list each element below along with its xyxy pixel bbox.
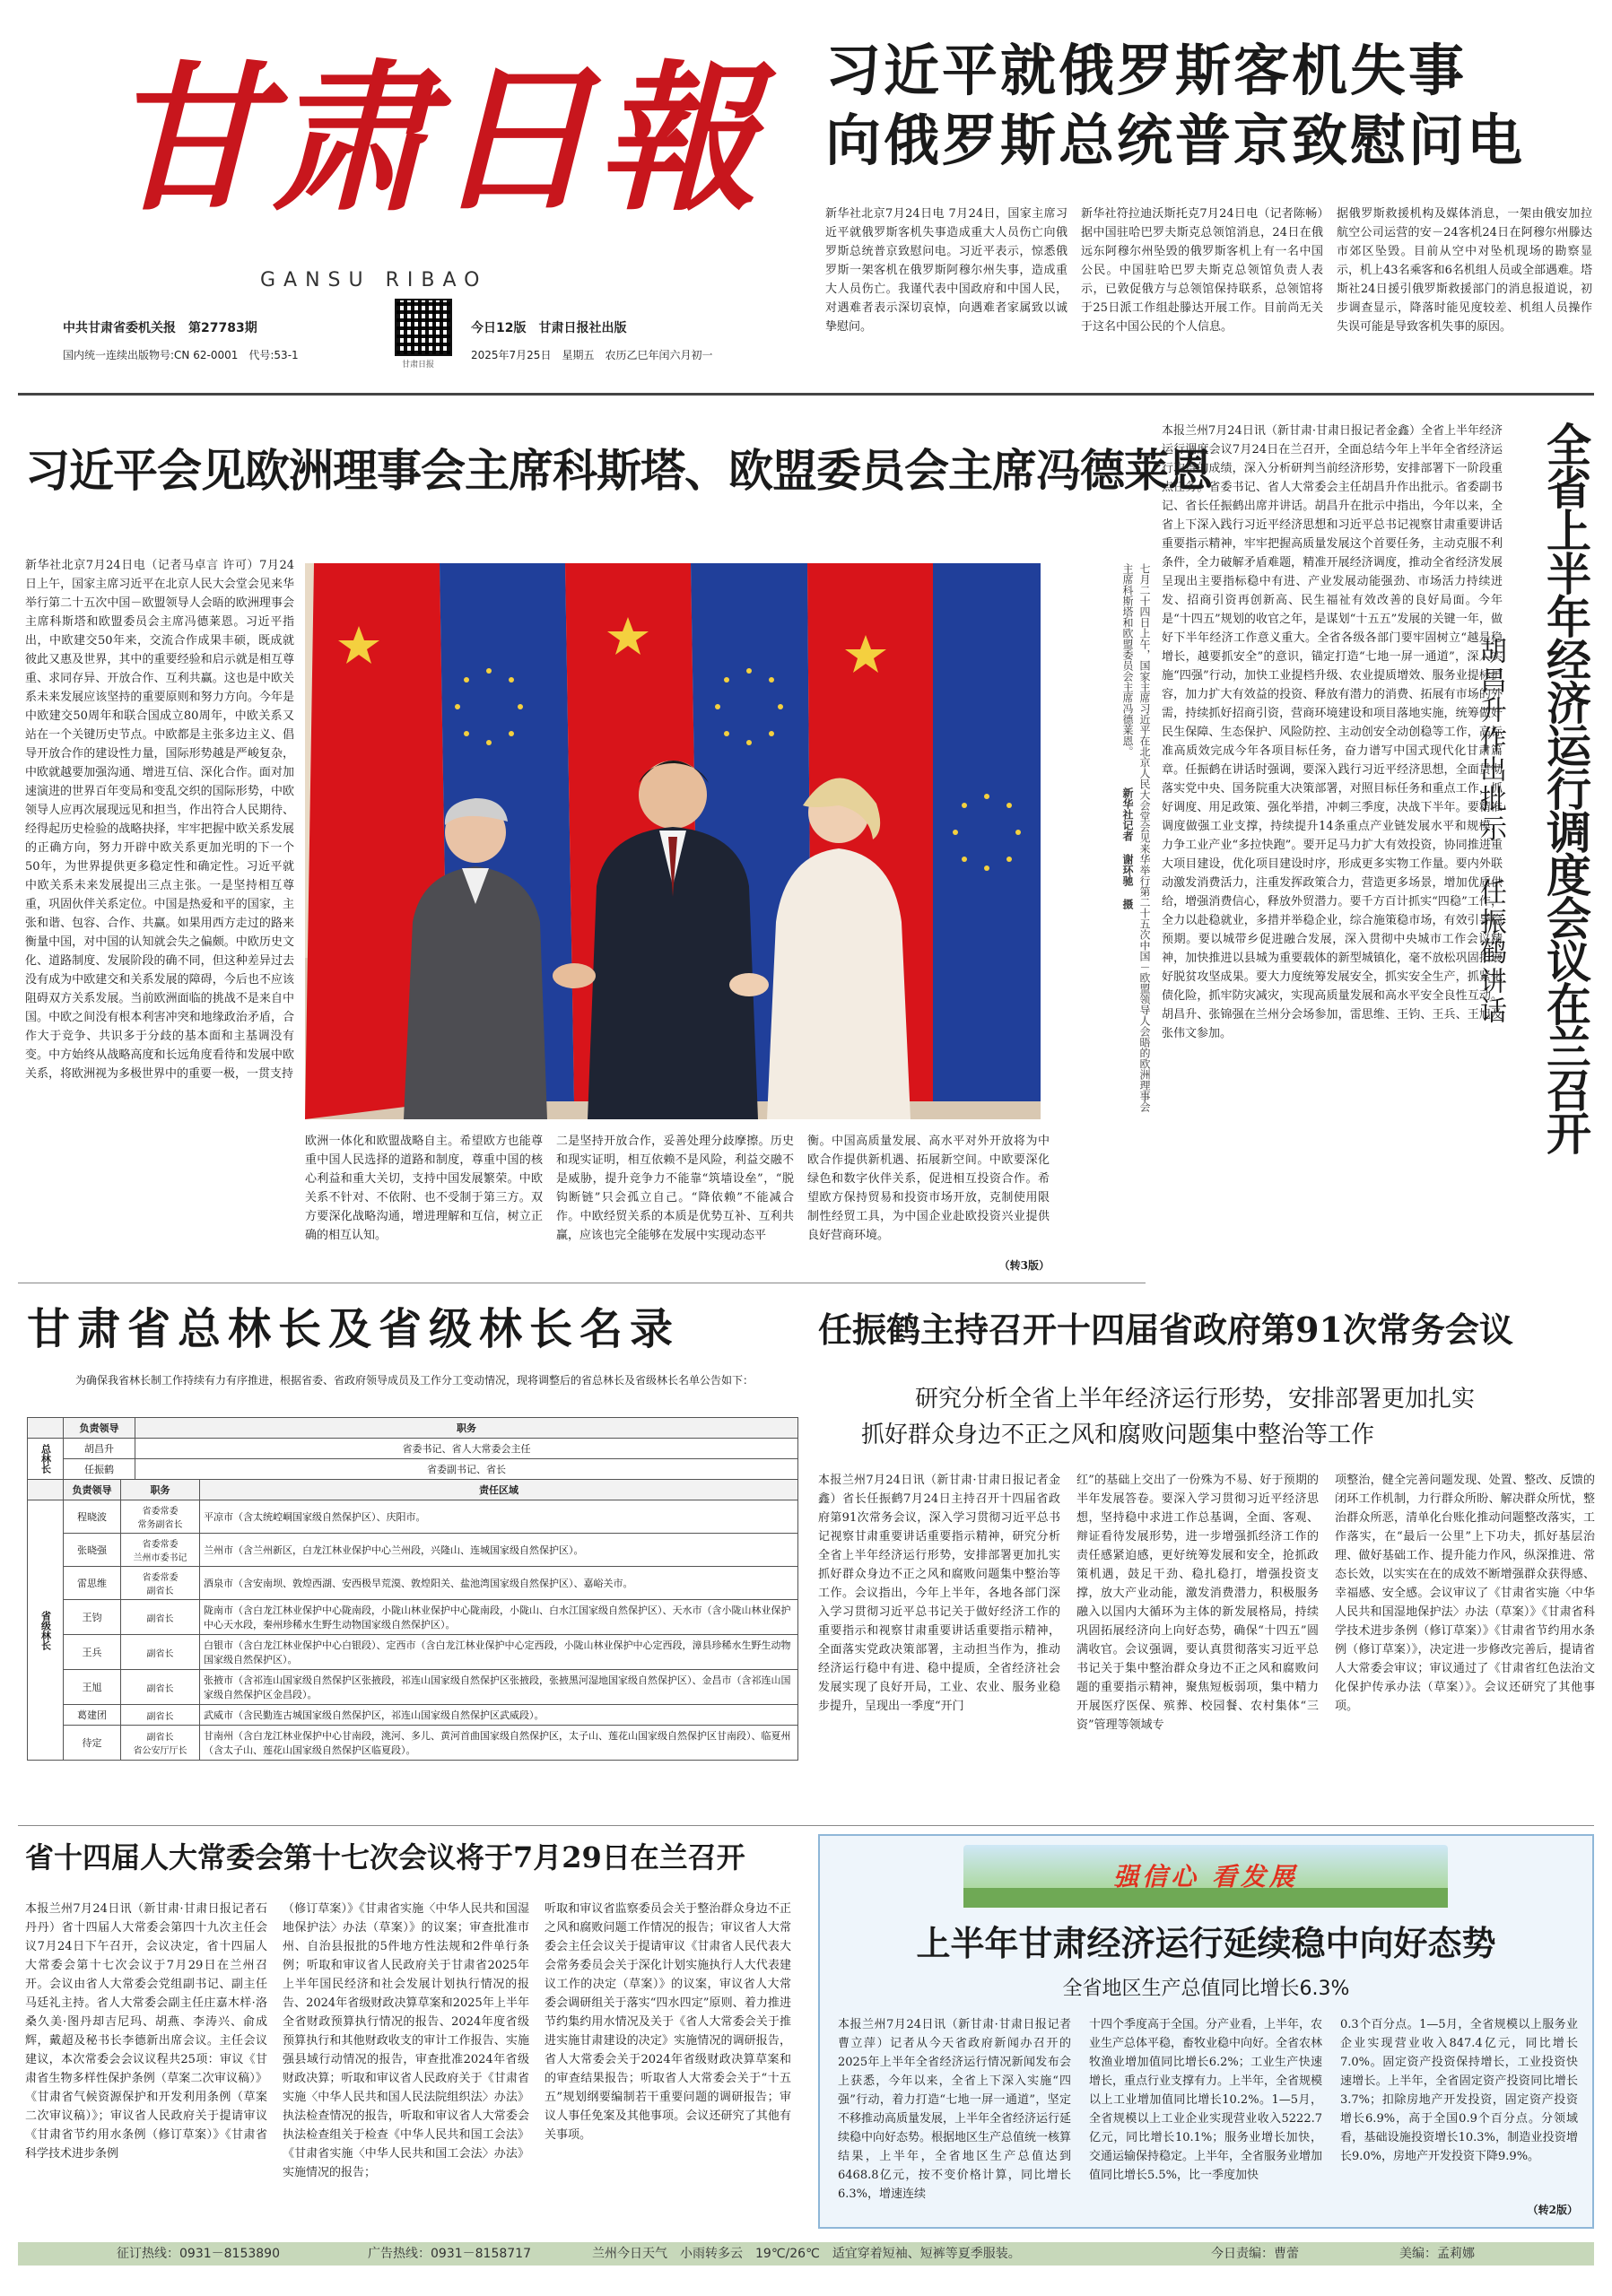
standing-col3: 项整治，健全完善问题发现、处置、整改、反馈的闭环工作机制，力行群众所盼、解决群众所忧，整治群众所恶，清单化台账化推动问题整改落实，工作落实，在“最后一公里”上下功夫，抓好基层治理、做好基础工作、提升能力作风，纵深推进、常态长效，以实实在在的成效不断增强群众获得感、幸福感、安全感。会议审议了《甘肃省实施〈中华人民共和国湿地保护法〉办法（草案）》《甘肃省科学技术进步条例（修订草案）》《甘肃省节约用水条例（修订草案）》，决定进一步修改完善后，提请省人大常委会审议；审议通过了《甘肃省红色法治文化保护传承办法（草案）》。会议还研究了其他事项。	[1335, 1474, 1595, 1713]
forest-chief-title: 省委副书记、省长	[135, 1459, 798, 1480]
forest-chief-name: 胡昌升	[64, 1439, 135, 1459]
forest-lead-area: 白银市（含白龙江林业保护中心白银段）、定西市（含白龙江林业保护中心定西段，小陇山林业保护中心定西段，漳县珍稀水生野生动物国家级自然保护区）。	[200, 1635, 798, 1670]
forest-row	[28, 1500, 798, 1534]
footer-bar	[18, 2242, 1594, 2266]
forest-chiefs-table	[27, 1417, 798, 1480]
masthead-issue: 第27783期	[188, 321, 257, 335]
npc-headline: 省十四届人大常委会第十七次会议将于7月29日在兰召开	[25, 1840, 745, 1874]
economy-banner-text: 强信心 看发展	[1113, 1862, 1298, 1892]
standing-col1: 本报兰州7月24日讯（新甘肃·甘肃日报记者金鑫）省长任振鹤7月24日主持召开十四届省政府第91次常务会议，深入学习贯彻习近平总书记视察甘肃重要讲话重要指示精神，研究分析全省上半年经济运行形势，安排部署更加扎实抓好群众身边不正之风和腐败问题集中整治等工作。会议指出，今年上半年，各地各部门深入学习贯彻习近平总书记关于做好经济工作的重要指示和视察甘肃重要讲话重要指示精神，全面落实党政决策部署，主动担当作为，推动经济运行稳中有进、稳中提质，全省经济社会发展实现了良好开局，工业、农业、服务业稳步提升，呈现出一季度“开门	[818, 1474, 1060, 1713]
forest-lead-head-1: 负责领导	[64, 1480, 121, 1500]
section-divider-2	[18, 1825, 1594, 1826]
standing-sub2: 抓好群众身边不正之风和腐败问题集中整治等工作	[861, 1422, 1375, 1448]
forest-table	[27, 1417, 798, 1761]
economy-box-col3: 0.3个百分点。1—5月，全省规模以上服务业企业实现营业收入847.4亿元，同比增长7.0%。固定资产投资保持增长，工业投资快速增长。上半年，全省固定资产投资同比增长3.7%；扣除房地产开发投资，固定资产投资增长6.9%，高于全国0.9个百分点。分领域看，基础设施投资增长10.3%，制造业投资增长9.0%，房地产开发投资下降9.9%。	[1340, 2018, 1578, 2163]
meeting-photo-illustration	[305, 563, 1041, 1119]
forest-lead-title: 副省长	[121, 1600, 200, 1635]
forest-lead-area: 陇南市（含白龙江林业保护中心陇南段，小陇山林业保护中心陇南段，小陇山、白水江国家级自然保护区）、天水市（含小陇山林业保护中心天水段，秦州珍稀水生野生动物国家级自然保护区）。	[200, 1600, 798, 1635]
footer-editor: 今日责编：曹蕾	[1211, 2247, 1299, 2261]
forest-lead-area: 武威市（含民勤连古城国家级自然保护区，祁连山国家级自然保护区武威段）。	[200, 1705, 798, 1726]
footer-weather: 兰州今日天气 小雨转多云 19℃/26℃ 适宜穿着短袖、短裤等夏季服装。	[592, 2247, 1021, 2261]
newspaper-pinyin: GANSU RIBAO	[260, 269, 488, 291]
forest-leads-table	[27, 1479, 798, 1761]
forest-rows	[28, 1500, 798, 1761]
forest-lead-name: 待定	[64, 1726, 121, 1761]
top-story-col2: 新华社符拉迪沃斯托克7月24日电（记者陈畅）据中国驻哈巴罗夫斯克总领馆消息，24日在俄远东阿穆尔州坠毁的俄罗斯客机上有一名中国公民。中国驻哈巴罗夫斯克总领馆负责人表示，已敦促俄方与总领馆保持联系，总领馆将于25日派工作组赴滕达开展工作。目前尚无关于这名中国公民的个人信息。	[1081, 207, 1323, 334]
forest-row	[28, 1534, 798, 1567]
top-story-col1: 新华社北京7月24日电 7月24日，国家主席习近平就俄罗斯客机失事造成重大人员伤亡向俄罗斯总统普京致慰问电。习近平表示，惊悉俄罗斯一架客机在俄罗斯阿穆尔州失事，造成重大人员伤亡。我谨代表中国政府和中国人民，对遇难者表示深切哀悼，向遇难者家属致以诚挚慰问。	[825, 207, 1067, 334]
forest-headline: 甘肃省总林长及省级林长名录	[27, 1304, 681, 1354]
npc-col1: 本报兰州7月24日讯（新甘肃·甘肃日报记者石丹丹）省十四届人大常委会第四十九次主任会议7月24日下午召开，会议决定，省十四届人大常委会第十七次会议于7月29日在兰州召开。会议由省人大常委会党组副书记、副主任马廷礼主持。省人大常委会副主任庄嘉木样·洛桑久美·图丹却吉尼玛、胡燕、李涛兴、俞成辉，戴超及秘书长李德新出席会议。主任会议建议，本次常委会会议议程共25项：审议《甘肃省生物多样性保护条例（草案二次审议稿）》《甘肃省气候资源保护和开发利用条例（草案二次审议稿）》；审议省人民政府关于提请审议《甘肃省节约用水条例（修订草案）》《甘肃省科学技术进步条例	[25, 1902, 267, 2161]
forest-lead-title: 省委常委 副省长	[121, 1567, 200, 1600]
economy-box-col1: 本报兰州7月24日讯（新甘肃·甘肃日报记者曹立萍）记者从今天省政府新闻办召开的2025年上半年全省经济运行情况新闻发布会上获悉，今年以来，全省上下深入实施“四强”行动，着力打造“七地一屏一通道”，坚定不移推动高质量发展，上半年全省经济运行延续稳中向好态势。根据地区生产总值统一核算结果，上半年，全省地区生产总值达到6468.8亿元，按不变价格计算，同比增长6.3%，增速连续	[838, 2018, 1071, 2201]
forest-chief-head-0	[28, 1418, 64, 1439]
meeting-col2: 欧洲一体化和欧盟战略自主。希望欧方也能尊重中国人民选择的道路和制度，尊重中国的核心利益和重大关切，支持中国发展繁荣。中欧关系不针对、不依附、也不受制于第三方。双方要深化战略沟通，增进理解和互信，树立正确的相互认知。	[305, 1135, 543, 1242]
standing-headline: 任振鹤主持召开十四届省政府第91次常务会议	[818, 1309, 1513, 1350]
economy-box	[818, 1834, 1594, 2229]
meeting-col4: 衡。中国高质量发展、高水平对外开放将为中欧合作提供新机遇、拓展新空间。中欧要深化绿色和数字伙伴关系，促进相互投资合作。希望欧方保持贸易和投资市场开放，克制使用限制性经贸工具，为中国企业赴欧投资兴业提供良好营商环境。	[807, 1135, 1050, 1242]
forest-lead-name: 王旭	[64, 1670, 121, 1705]
masthead-weekday: 星期五	[562, 349, 595, 361]
meeting-col4-wrap	[807, 1132, 1050, 1275]
meeting-col1: 新华社北京7月24日电（记者马卓言 许可）7月24日上午，国家主席习近平在北京人民大会堂会见来华举行第二十五次中国－欧盟领导人会晤的欧洲理事会主席科斯塔和欧盟委员会主席冯德莱恩。习近平指出，中欧建交50年来，交流合作成果丰硕，既成就彼此又惠及世界，其中的重要经验和启示就是相互尊重、求同存异、开放合作、互利共赢。这也是中欧关系未来发展应该坚持的重要原则和努力方向。今年是中欧建交50周年和联合国成立80周年，中欧关系又站在一个关键历史节点。中欧都是主张多边主义、倡导开放合作的建设性力量，国际形势越是严峻复杂，中欧就越要加强沟通、增进互信、深化合作。面对加速演进的世界百年变局和变乱交织的国际形势，中欧领导人应再次展现远见和担当，作出符合人民期待、经得起历史检验的战略抉择，牢牢把握中欧关系发展的正确方向，努力开辟中欧关系更加光明的下一个50年，为世界提供更多稳定性和确定性。习近平就中欧关系未来发展提出三点主张。一是坚持相互尊重，巩固伙伴关系定位。中国是热爱和平的国家，主张和谐、包容、合作、共赢。如果用西方走过的路来衡量中国，对中国的认知就会失之偏颇。中欧历史文化、道路制度、发展阶段的确不同，但这种差异过去没有成为中欧建交和关系发展的障碍，今后也不应该阻碍双方关系发展。当前欧洲面临的挑战不是来自中国。中欧之间没有根本利害冲突和地缘政治矛盾，合作大于竞争、共识多于分歧的基本面和主基调没有变。中方始终从战略高度和长远角度看待和发展中欧关系，将欧洲视为多极世界中的重要一极，一贯支持	[25, 559, 294, 1081]
meeting-caption-text: 七月二十四日上午，国家主席习近平在北京人民大会堂会见来华举行第二十五次中国－欧盟领导人会晤的欧洲理事会主席科斯塔和欧盟委员会主席冯德莱恩。	[1121, 563, 1151, 1112]
economy-box-col2: 十四个季度高于全国。分产业看，上半年，农业生产总体平稳，畜牧业稳中向好。全省农林牧渔业增加值同比增长6.2%；工业生产快速增长，重点行业支撑有力。上半年，全省规模以上工业增加值同比增长10.2%。1—5月，全省规模以上工业企业实现营业收入5222.7亿元，同比增长10.1%；服务业增长加快，交通运输保持稳定。上半年，全省服务业增加值同比增长5.5%，比一季度加快	[1089, 2018, 1322, 2182]
forest-chief-head-2: 职务	[135, 1418, 798, 1439]
forest-row	[28, 1635, 798, 1670]
top-headline-line2: 向俄罗斯总统普京致慰问电	[825, 108, 1526, 173]
newspaper-logo: 甘肃日報	[108, 45, 761, 232]
qr-caption: 甘肃日报	[402, 361, 435, 370]
forest-lead-area: 兰州市（含兰州新区，白龙江林业保护中心兰州段，兴隆山、连城国家级自然保护区）。	[200, 1534, 798, 1567]
forest-chiefs-group: 总林长	[28, 1439, 64, 1480]
forest-row	[28, 1670, 798, 1705]
forest-lead-name: 程晓波	[64, 1500, 121, 1534]
standing-col2: 红”的基础上交出了一份殊为不易、好于预期的半年发展答卷。要深入学习贯彻习近平经济思想，坚持稳中求进工作总基调，全面、客观、辩证看待发展形势，进一步增强抓经济工作的责任感紧迫感，更好统筹发展和安全，抢抓政策机遇，鼓足干劲、稳扎稳打，增强投资支撑，放大产业动能，激发消费潜力，积极服务融入以国内大循环为主体的新发展格局，持续巩固拓展经济向上向好态势，确保“十四五”圆满收官。会议强调，要认真贯彻落实习近平总书记关于集中整治群众身边不正之风和腐败问题的重要指示精神，聚焦短板弱项，集中精力开展医疗医保、殡葬、校园餐、农村集体“三资”管理等领域专	[1076, 1474, 1319, 1732]
forest-lead-title: 副省长	[121, 1635, 200, 1670]
top-story-col3: 据俄罗斯救援机构及媒体消息，一架由俄安加拉航空公司运营的安－24客机24日在阿穆尔州滕达市郊区坠毁。目前从空中对坠机现场的勘察显示，机上43名乘客和6名机组人员或全部遇难。塔斯社24日援引俄罗斯救援部门的消息报道说，初步调查显示，降落时能见度较差、机组人员操作失误可能是导致客机失事的原因。	[1337, 207, 1592, 334]
masthead-lunar: 农历乙巳年闰六月初一	[605, 349, 713, 361]
forest-row	[28, 1726, 798, 1761]
meeting-photo	[305, 563, 1041, 1119]
qr-code[interactable]	[395, 299, 452, 356]
economy-box-headline: 上半年甘肃经济运行延续稳中向好态势	[916, 1923, 1496, 1963]
masthead-cn: 国内统一连续出版物号:CN 62-0001	[63, 349, 239, 361]
forest-lead-area: 甘南州（含白龙江林业保护中心甘南段，洮河、多儿、黄河首曲国家级自然保护区，太子山、莲花山国家级自然保护区甘南段）、临夏州（含太子山、莲花山国家级自然保护区临夏段）。	[200, 1726, 798, 1761]
economy-banner	[963, 1845, 1448, 1908]
meeting-headline: 习近平会见欧洲理事会主席科斯塔、欧盟委员会主席冯德莱恩	[25, 445, 1212, 497]
economy-box-sub: 全省地区生产总值同比增长6.3%	[1062, 1978, 1350, 2000]
forest-lead-title: 副省长	[121, 1670, 200, 1705]
forest-lead-area: 平凉市（含太统崆峒国家级自然保护区）、庆阳市。	[200, 1500, 798, 1534]
npc-col2: （修订草案）》《甘肃省实施〈中华人民共和国湿地保护法〉办法（草案）》的议案；审查批准市州、自治县报批的5件地方性法规和2件单行条例；听取和审议省人民政府关于甘肃省2025年上半年国民经济和社会发展计划执行情况的报告、2024年省级财政决算草案和2025年上半年全省财政预算执行情况的报告、2024年度省级预算执行和其他财政收支的审计工作报告、实施强县域行动情况的报告，审查批准2024年省级财政决算；听取和审议省人民政府关于《甘肃省实施〈中华人民共和国人民法院组织法〉办法》执法检查情况的报告，听取和审议省人大常委会执法检查组关于检查《中华人民共和国工会法》《甘肃省实施〈中华人民共和国工会法〉办法》实施情况的报告；	[283, 1902, 529, 2179]
top-headline	[825, 36, 1597, 176]
economy-box-col3-wrap	[1340, 2015, 1578, 2222]
forest-lead-title: 省委常委 兰州市委书记	[121, 1534, 200, 1567]
economy-box-continue[interactable]: （转2版）	[1527, 2204, 1578, 2216]
meeting-photo-credit: 新华社记者 谢环驰 摄	[1121, 787, 1134, 909]
meeting-photo-caption	[1050, 563, 1153, 1119]
masthead-org: 中共甘肃省委机关报	[63, 321, 176, 335]
economy-meeting-headline: 全省上半年经济运行调度会议在兰召开	[1539, 422, 1591, 1153]
footer-designer: 美编：孟莉娜	[1399, 2247, 1475, 2261]
forest-lead-area: 酒泉市（含安南坝、敦煌西湖、安西极旱荒漠、敦煌阳关、盐池湾国家级自然保护区）、嘉峪关市。	[200, 1567, 798, 1600]
economy-meeting-text: 本报兰州7月24日讯（新甘肃·甘肃日报记者金鑫）全省上半年经济运行调度会议7月24日在兰召开，全面总结今年上半年全省经济运行取得的成绩，深入分析研判当前经济形势，安排部署下一阶段重点任务。省委书记、省人大常委会主任胡昌升作出批示。省委副书记、省长任振鹤出席并讲话。胡昌升在批示中指出，今年以来，全省上下深入践行习近平经济思想和习近平总书记视察甘肃重要讲话重要指示精神，牢牢把握高质量发展这个首要任务，主动克服不利条件，全力破解矛盾难题，精准开展经济调度，推动全省经济发展呈现出主要指标稳中有进、产业发展动能强劲、市场活力持续迸发、招商引资再创新高、民生福祉有效改善的良好局面。今年是“十四五”规划的收官之年，是谋划“十五五”发展的关键一年，做好下半年经济工作意义重大。全省各级各部门要牢固树立“越是稳增长，越要抓安全”的意识，锚定打造“七地一屏一通道”，深入实施“四强”行动，加快工业提档升级、农业提质增效、服务业提标扩容，加力扩大有效益的投资、释放有潜力的消费、拓展有市场的外需，持续抓好招商引资，营商环境建设和项目落地实施，统筹做好民生保障、生态保护、风险防控、主动创安全动创稳等工作，高标准高质效完成今年各项目标任务，奋力谱写中国式现代化甘肃篇章。任振鹤在讲话时强调，要深入践行习近平经济思想，全面贯彻落实党中央、国务院重大决策部署，对照目标任务和重点工作，抓好调度、用足政策、强化举措，冲刺三季度，决战下半年。要精准调度做强工业支撑，持续提升14条重点产业链发展水平和规模，力争工业产业“多拉快跑”。要开足马力扩大有效投资，协同推进重大项目建设，优化项目建设时序，形成更多实物工作量。要内外联动激发消费活力，注重发挥政策合力，营造更多场景，增加优质供给，增强消费信心，释放外贸潜力。要千方百计抓实“四稳”工作，全力以赴稳就业，多措并举稳企业，综合施策稳市场，有效引导稳预期。要以城带乡促进融合发展，深入贯彻中央城市工作会议精神，加快推进以县城为重要载体的新型城镇化，毫不放松巩固拓展好脱贫攻坚成果。要大力度统筹发展安全，抓实安全生产，抓紧化债化险，抓牢防灾减灾，实现高质量发展和高水平安全良性互动。胡昌升、张锦强在兰州分会场参加，雷思维、王钧、王兵、王旭及张伟文参加。	[1162, 424, 1503, 1040]
forest-lead-head-3: 责任区域	[200, 1480, 798, 1500]
forest-row	[28, 1600, 798, 1635]
masthead	[54, 27, 807, 395]
forest-lead-area: 张掖市（含祁连山国家级自然保护区张掖段，祁连山国家级自然保护区张掖段，张掖黑河湿地国家级自然保护区）、金昌市（含祁连山国家级自然保护区金昌段）。	[200, 1670, 798, 1705]
economy-meeting-sub: 胡昌升作出批示 任振鹤讲话	[1475, 637, 1506, 1026]
forest-lead-title: 副省长 省公安厅厅长	[121, 1726, 200, 1761]
top-headline-line1: 习近平就俄罗斯客机失事	[825, 38, 1468, 103]
forest-row	[28, 1705, 798, 1726]
masthead-code: 代号:53-1	[248, 349, 299, 361]
forest-lead-head-2: 职务	[121, 1480, 200, 1500]
forest-chief-head-1: 负责领导	[64, 1418, 135, 1439]
masthead-pages: 今日12版	[471, 321, 527, 335]
forest-lead-name: 张晓强	[64, 1534, 121, 1567]
forest-group: 省级林长	[28, 1500, 64, 1761]
forest-chief-title: 省委书记、省人大常委会主任	[135, 1439, 798, 1459]
masthead-divider	[18, 393, 1594, 396]
standing-sub	[861, 1381, 1579, 1453]
forest-lead-title: 副省长	[121, 1705, 200, 1726]
forest-row	[28, 1567, 798, 1600]
forest-lead-title: 省委常委 常务副省长	[121, 1500, 200, 1534]
forest-chief-name: 任振鹤	[64, 1459, 135, 1480]
forest-intro: 为确保我省林长制工作持续有力有序推进，根据省委、省政府领导成员及工作分工变动情况，现将调整后的省总林长及省级林长名单公告如下：	[75, 1374, 754, 1387]
footer-ads: 广告热线：0931－8158717	[368, 2247, 531, 2261]
forest-lead-name: 雷思维	[64, 1567, 121, 1600]
forest-lead-name: 王钧	[64, 1600, 121, 1635]
forest-lead-head-0	[28, 1480, 64, 1500]
masthead-date: 2025年7月25日	[471, 349, 552, 361]
masthead-publisher: 甘肃日报社出版	[538, 321, 627, 335]
forest-lead-name: 葛建团	[64, 1705, 121, 1726]
forest-lead-name: 王兵	[64, 1635, 121, 1670]
meeting-continue[interactable]: （转3版）	[998, 1259, 1050, 1272]
footer-subscribe: 征订热线：0931－8153890	[117, 2247, 280, 2261]
meeting-col3: 二是坚持开放合作，妥善处理分歧摩擦。历史和现实证明，相互依赖不是风险，利益交融不是威胁，提升竞争力不能靠“筑墙设垒”，“脱钩断链”只会孤立自己。“降依赖”不能减合作。中欧经贸关系的本质是优势互补、互利共赢，应该也完全能够在发展中实现动态平	[556, 1135, 794, 1242]
standing-sub1: 研究分析全省上半年经济运行形势，安排部署更加扎实	[915, 1386, 1476, 1413]
npc-col3: 听取和审议省监察委员会关于整治群众身边不正之风和腐败问题工作情况的报告；审议省人大常委会主任会议关于提请审议《甘肃省人民代表大会常务委员会关于深化计划实施执行人大代表建议工作的决定（草案）》的议案，审议省人大常委会调研组关于落实“四水四定”原则、着力推进节约集约用水情况及关于《省人大常委会关于推进实施甘肃建设的决定》实施情况的调研报告，省人大常委会关于2024年省级财政决算草案和的审查结果报告；听取省人大常委会关于“十五五”规划纲要编制若干重要问题的调研报告；审议人事任免案及其他事项。会议还研究了其他有关事项。	[545, 1902, 791, 2142]
